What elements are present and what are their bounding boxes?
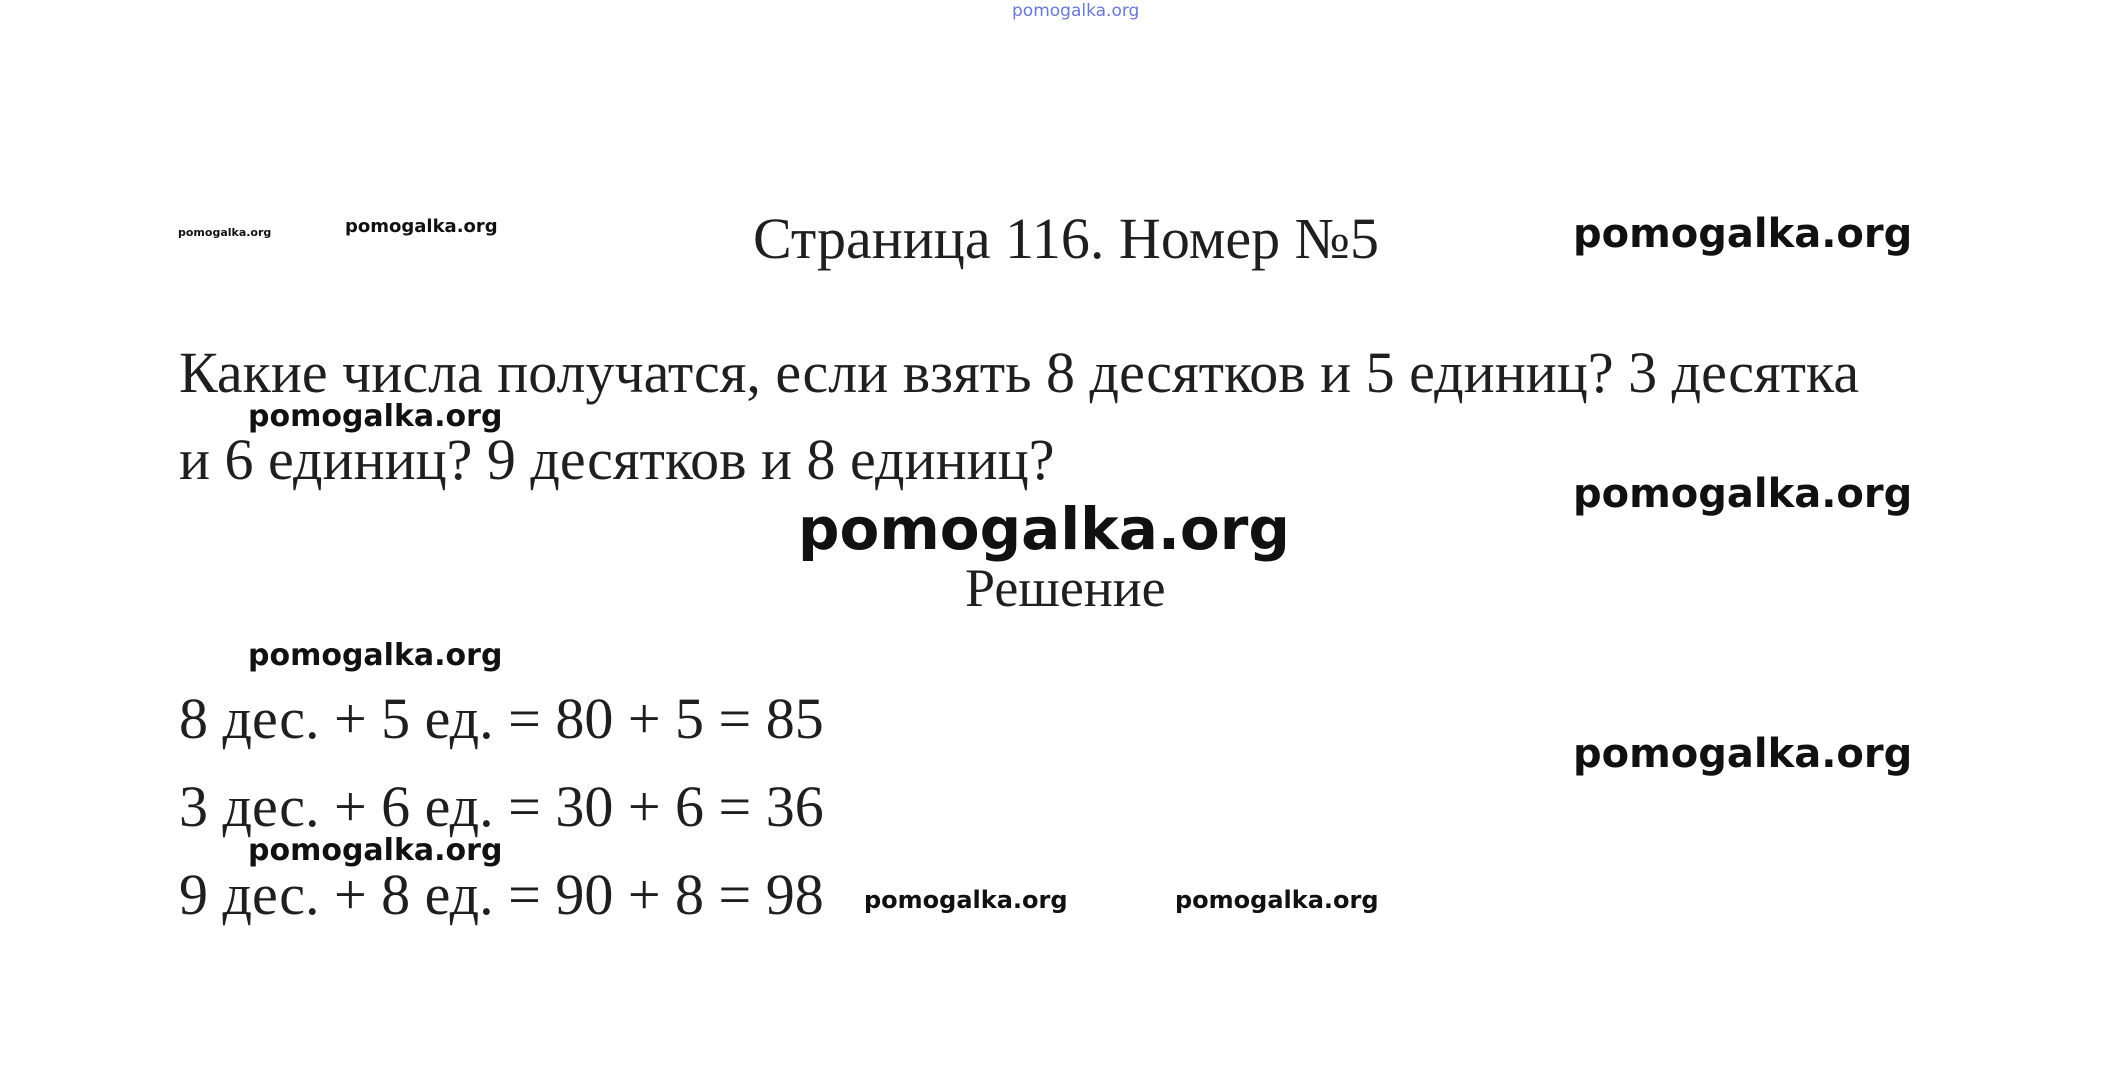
watermark-right-1: pomogalka.org xyxy=(1573,211,1913,257)
problem-line-1: Какие числа получатся, если взять 8 десятков и 5 единиц? 3 десятка xyxy=(179,340,1860,405)
watermark-inline-2: pomogalka.org xyxy=(1175,886,1379,914)
watermark-inline-1: pomogalka.org xyxy=(864,886,1068,914)
watermark-left-solution-2: pomogalka.org xyxy=(248,833,503,868)
watermark-top: pomogalka.org xyxy=(1012,1,1140,21)
solution-line-2: 3 дес. + 6 ед. = 30 + 6 = 36 xyxy=(179,774,824,839)
watermark-center-big: pomogalka.org xyxy=(798,495,1290,563)
solution-line-1: 8 дес. + 5 ед. = 80 + 5 = 85 xyxy=(179,686,824,751)
problem-line-2: и 6 единиц? 9 десятков и 8 единиц? xyxy=(179,427,1055,492)
page-title: Страница 116. Номер №5 xyxy=(753,206,1379,271)
watermark-right-3: pomogalka.org xyxy=(1573,731,1913,777)
solution-line-3: 9 дес. + 8 ед. = 90 + 8 = 98 xyxy=(179,862,824,927)
watermark-tiny: pomogalka.org xyxy=(178,226,272,239)
watermark-left-solution: pomogalka.org xyxy=(248,638,503,673)
solution-heading: Решение xyxy=(965,558,1166,618)
watermark-left-problem: pomogalka.org xyxy=(248,399,503,434)
watermark-small: pomogalka.org xyxy=(345,216,498,237)
watermark-right-2: pomogalka.org xyxy=(1573,471,1913,517)
